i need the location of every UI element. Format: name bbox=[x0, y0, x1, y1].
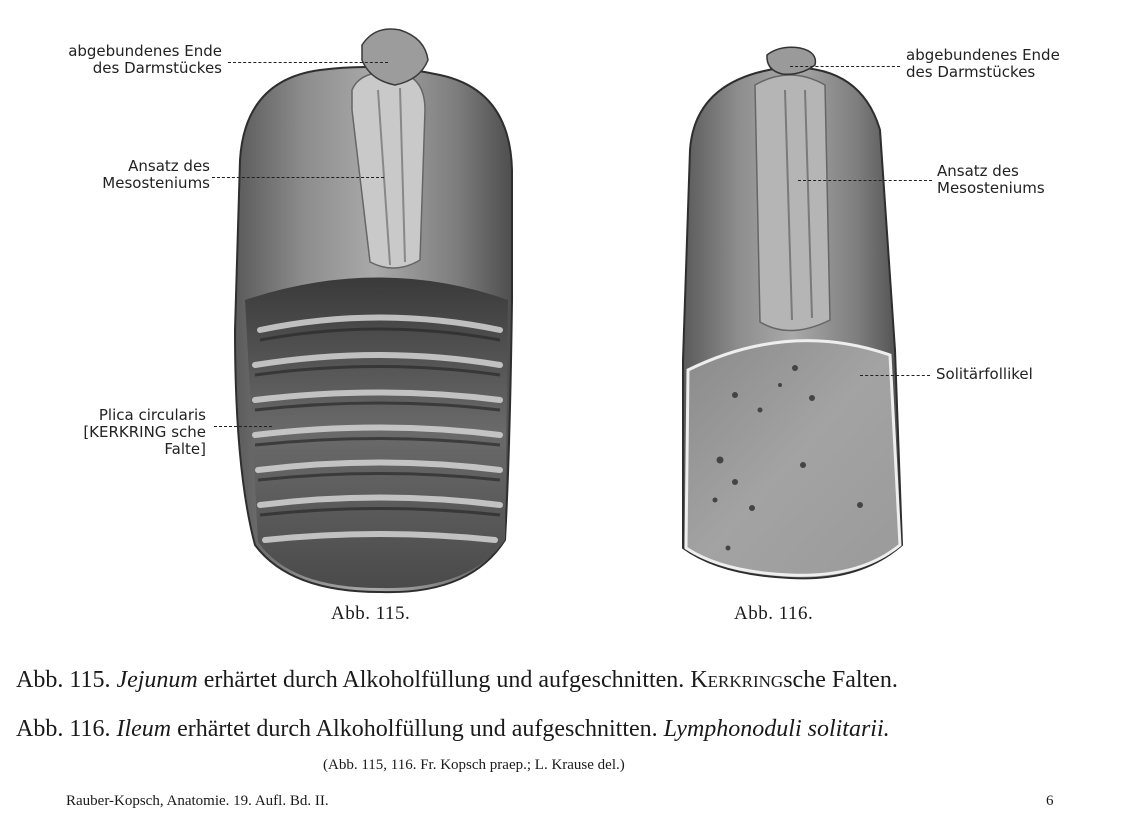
footer-source: Rauber-Kopsch, Anatomie. 19. Aufl. Bd. II. bbox=[66, 793, 329, 809]
figure-label-115: Abb. 115. bbox=[331, 603, 411, 624]
label-plica-115: Plica circularis [KERKRING sche Falte] bbox=[83, 406, 206, 458]
caption-115: Abb. 115. Jejunum erhärtet durch Alkoholfüllung und aufgeschnitten. Kerkringsche Falten. bbox=[16, 667, 898, 693]
figure-label-116: Abb. 116. bbox=[734, 603, 814, 624]
leader-tied-end-115 bbox=[228, 62, 388, 63]
leader-plica-115 bbox=[214, 426, 272, 427]
page-number: 6 bbox=[1046, 793, 1054, 809]
leader-mesentery-116 bbox=[798, 180, 932, 181]
ileum-specimen bbox=[683, 47, 902, 578]
label-mesentery-115: Ansatz des Mesosteniums bbox=[102, 157, 210, 192]
leader-mesentery-115 bbox=[212, 177, 384, 178]
caption-116: Abb. 116. Ileum erhärtet durch Alkoholfüllung und aufgeschnitten. Lymphonoduli solitarii. bbox=[16, 716, 890, 742]
leader-tied-end-116 bbox=[790, 66, 900, 67]
jejunum-specimen bbox=[235, 29, 512, 592]
label-tied-end-115: abgebundenes Ende des Darmstückes bbox=[68, 42, 222, 77]
credit-line: (Abb. 115, 116. Fr. Kopsch praep.; L. Krause del.) bbox=[323, 757, 625, 773]
label-tied-end-116: abgebundenes Ende des Darmstückes bbox=[906, 46, 1060, 81]
leader-follicle-116 bbox=[860, 375, 930, 376]
label-mesentery-116: Ansatz des Mesosteniums bbox=[937, 162, 1045, 197]
label-follicle-116: Solitärfollikel bbox=[936, 365, 1033, 383]
